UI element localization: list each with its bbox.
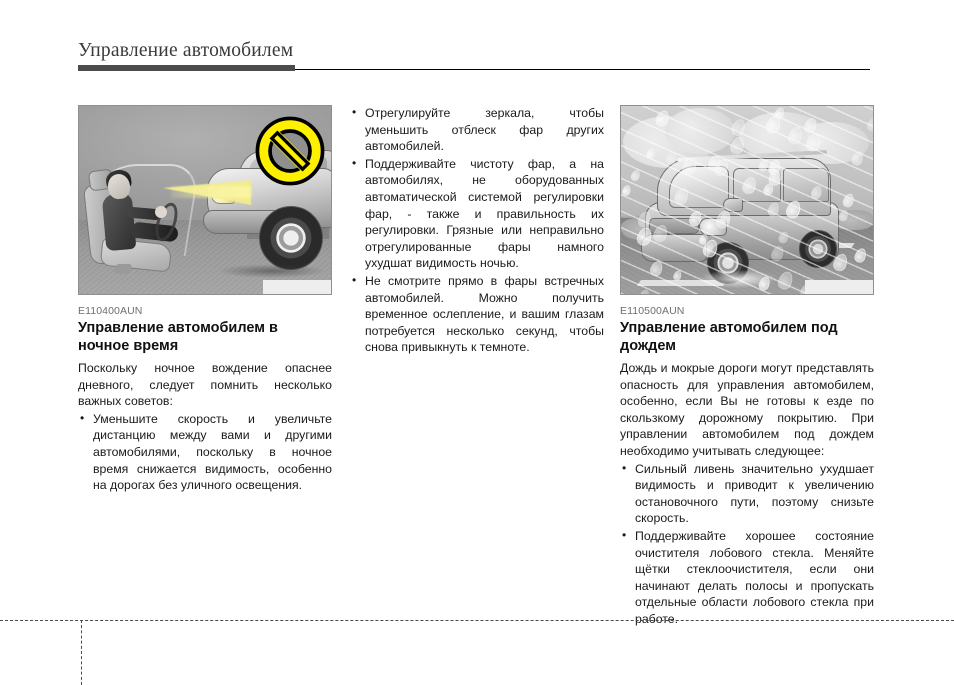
raindrop-icon xyxy=(804,131,823,153)
raindrops-group xyxy=(621,106,873,294)
raindrop-icon xyxy=(728,134,747,155)
raindrop-icon xyxy=(687,209,703,228)
oncoming-car-shadow xyxy=(217,264,327,278)
raindrop-icon xyxy=(841,192,856,209)
figure-corner-notch xyxy=(805,280,873,294)
raindrop-icon xyxy=(639,288,651,295)
crop-mark-horizontal xyxy=(0,620,954,621)
raindrop-icon xyxy=(740,175,758,196)
headlight-beam-glow xyxy=(171,186,251,198)
left-column xyxy=(78,105,332,495)
night-driving-figure xyxy=(78,105,332,295)
raindrop-icon xyxy=(766,200,781,217)
list-item: • Поддерживайте чистоту фар, а на автомобилях, не оборудованных автоматической системой регулировки фар, - также и правильность их регулировки. Грязные или неправильно отрегулированные фары намного ухудшат видимость ночью. xyxy=(350,156,604,272)
oncoming-car-tire xyxy=(259,206,323,270)
prohibition-sign-icon xyxy=(253,114,327,188)
raindrop-icon xyxy=(651,223,670,244)
list-item: • Поддерживайте хорошее состояние очистителя лобового стекла. Меняйте щётки стеклоочистителя, если они начинают делать полосы и пропускать отдельные области лобового стекла при работе. xyxy=(620,528,874,628)
raindrop-icon xyxy=(713,209,732,231)
raindrop-icon xyxy=(831,252,850,273)
rain-driving-figure xyxy=(620,105,874,295)
driver-hand xyxy=(155,206,167,218)
raindrop-icon xyxy=(645,147,656,159)
raindrop-icon xyxy=(853,246,869,264)
right-bullet-list xyxy=(620,461,874,628)
list-item: • Сильный ливень значительно ухудшает видимость и приводит к увеличению остановочного пути, поэтому снизьте скорость. xyxy=(620,461,874,527)
raindrop-icon xyxy=(777,230,790,244)
figure-code-right: E110500AUN xyxy=(620,305,685,317)
raindrop-icon xyxy=(672,270,683,282)
raindrop-icon xyxy=(786,124,805,145)
raindrop-icon xyxy=(769,244,785,263)
raindrop-icon xyxy=(837,208,849,222)
page-title: Управление автомобилем xyxy=(78,40,294,61)
list-item: • Уменьшите скорость и увеличьте дистанцию между вами и другими автомобилями, поскольку в ночное время снижается видимость, особенно на дорогах без уличного освещения. xyxy=(78,411,332,494)
crop-mark-vertical xyxy=(81,620,82,685)
header-divider xyxy=(78,65,870,71)
left-intro-paragraph: Поскольку ночное вождение опаснее дневного, следует помнить несколько важных советов: xyxy=(78,361,332,409)
raindrop-icon xyxy=(729,118,747,139)
raindrop-icon xyxy=(630,168,642,182)
raindrop-icon xyxy=(810,184,824,200)
right-column xyxy=(620,105,874,629)
right-section-title: Управление автомобилем под дождем xyxy=(620,320,838,354)
right-intro-paragraph: Дождь и мокрые дороги могут представлять опасность для управления автомобилем, особенно, если Вы не готовы к езде по скользкому дорожному покрытию. При управлении автомобилем под дождем необходимо учитывать следующее: xyxy=(620,361,874,458)
raindrop-icon xyxy=(664,150,678,166)
left-bullet-list xyxy=(78,411,332,494)
header-divider-thick xyxy=(78,65,295,71)
driver-seat-leg xyxy=(114,264,132,274)
driver-body xyxy=(102,193,137,251)
raindrop-icon xyxy=(757,275,772,292)
middle-column xyxy=(350,105,604,357)
raindrop-icon xyxy=(776,269,796,291)
raindrop-icon xyxy=(654,108,672,128)
figure-corner-notch xyxy=(263,280,331,294)
raindrop-icon xyxy=(634,225,654,248)
raindrop-icon xyxy=(672,186,690,207)
list-item: • Отрегулируйте зеркала, чтобы уменьшить отблеск фар других автомобилей. xyxy=(350,105,604,155)
raindrop-icon xyxy=(850,150,865,167)
raindrop-icon xyxy=(866,116,874,132)
list-item: • Не смотрите прямо в фары встречных автомобилей. Можно получить временное ослепление, и вашим глазам потребуется несколько секунд, чтобы снова привыкнуть к темноте. xyxy=(350,273,604,356)
page-header xyxy=(78,40,870,72)
raindrop-icon xyxy=(784,199,803,221)
raindrop-icon xyxy=(648,259,664,278)
raindrop-icon xyxy=(680,156,699,178)
figure-code-left: E110400AUN xyxy=(78,305,143,317)
left-section-title: Управление автомобилем в ночное время xyxy=(78,320,278,354)
raindrop-icon xyxy=(621,184,632,197)
raindrop-icon xyxy=(636,210,653,229)
header-divider-thin xyxy=(295,69,870,70)
middle-bullet-list xyxy=(350,105,604,356)
raindrop-icon xyxy=(802,116,819,135)
